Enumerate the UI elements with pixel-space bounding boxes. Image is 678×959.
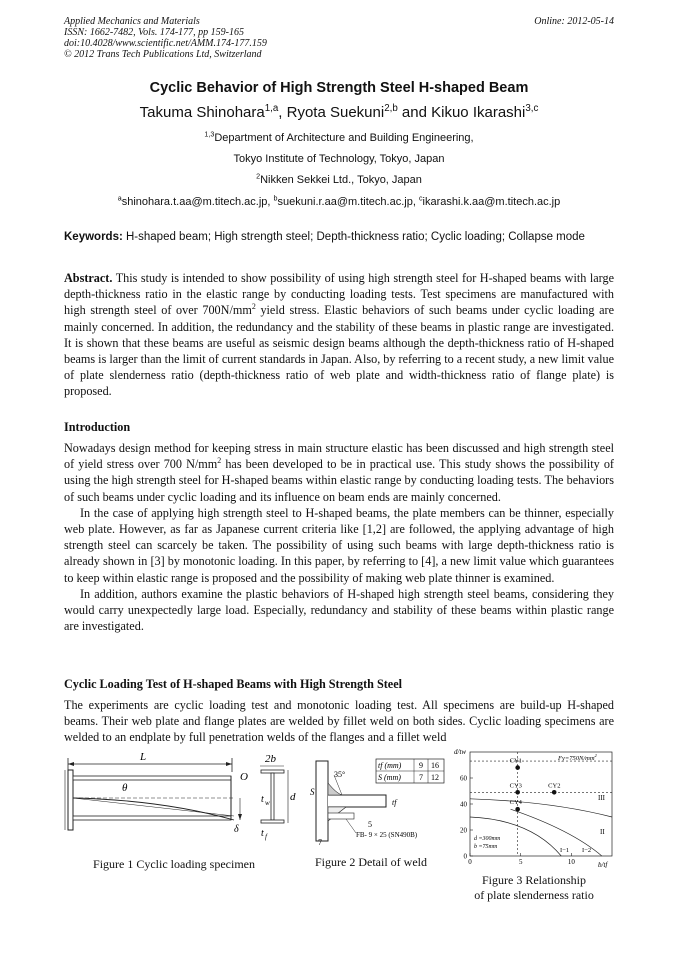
fig3-legend-fy-sup: 2 — [594, 753, 597, 758]
fig2-label-7: 7 — [318, 838, 322, 845]
affiliation-sup: 1,3 — [204, 130, 215, 139]
fig3-xtick-label: 10 — [567, 858, 575, 866]
fig1-label-tf: t — [261, 828, 264, 839]
intro-sup: 2 — [217, 456, 222, 466]
keywords-text: H-shaped beam; High strength steel; Depth-thickness ratio; Cyclic loading; Collapse mode — [126, 231, 585, 243]
fig1-label-O: O — [240, 771, 248, 783]
emails — [0, 196, 678, 208]
author-name: Ryota Suekuni — [286, 104, 385, 121]
issn: ISSN: 1662-7482, Vols. 174-177, pp 159-165 — [64, 27, 244, 38]
fig3-xtick-label: 0 — [468, 858, 472, 866]
fig2-row2-v2: 12 — [431, 773, 439, 782]
author-name: Takuma Shinohara — [139, 104, 265, 121]
abstract-sup: 2 — [251, 302, 256, 312]
affiliation-1-line2: Tokyo Institute of Technology, Tokyo, Japan — [233, 153, 445, 165]
abstract-label: Abstract. — [64, 271, 113, 285]
fig2-label-S: S — [310, 787, 315, 797]
fig3-point-label: CY4 — [509, 799, 522, 807]
section-heading-cyclic: Cyclic Loading Test of H-shaped Beams with High Strength Steel — [64, 677, 403, 691]
fig3-point-label: CY3 — [509, 782, 522, 790]
fig2-row2-label: S (mm) — [378, 773, 401, 782]
fig3-point-cy4 — [515, 807, 520, 812]
figure-3-caption-line1: Figure 3 Relationship — [482, 873, 586, 887]
fig1-label-tw: t — [261, 794, 264, 805]
email-link[interactable]: ikarashi.k.aa@m.titech.ac.jp — [422, 196, 561, 208]
fig3-ytick-label: 20 — [460, 826, 467, 835]
fig3-ytick-label: 60 — [460, 774, 467, 783]
section-heading-introduction: Introduction — [64, 420, 131, 434]
fig1-label-tw-sub: w — [265, 799, 270, 807]
figure-2-caption: Figure 2 Detail of weld — [315, 855, 427, 869]
fig3-legend-fy-text: Fy=750N/mm — [558, 755, 595, 762]
abstract-text: yield stress. Elastic behaviors of such beams under cyclic loading are mainly concerned. In addition, the redundancy and the stability of these beams in plastic range are investigated. It is shown that these beams are useful as seismic design beams although the depth-thickness ratio of H-shaped beams is larger than the limit of current standards in Japan. Also, by referring to a recent study, a new limit value of plate slenderness ratio (depth-thickness ratio of web plate and width-thickness ratio of flange plate) is proposed. — [64, 303, 614, 399]
fig2-row1-v2: 16 — [431, 761, 439, 770]
email-sup: a — [117, 194, 122, 203]
figure-3-caption — [460, 873, 608, 903]
journal-name: Applied Mechanics and Materials — [64, 16, 200, 27]
fig3-region-I-1: I−1 — [560, 847, 570, 854]
figure-1-specimen-diagram — [62, 750, 302, 850]
affiliation-1-line1 — [0, 132, 678, 144]
affiliation-2 — [0, 174, 678, 186]
fig3-point-cy1 — [515, 765, 520, 770]
intro-paragraph-1 — [64, 440, 614, 505]
fig3-legend-fy — [557, 753, 598, 762]
fig3-note-d: d =300mm — [474, 836, 501, 842]
fig2-label-5: 5 — [368, 820, 372, 829]
affiliation-text: Nikken Sekkei Ltd., Tokyo, Japan — [260, 174, 422, 186]
fig3-xtick-label: 5 — [518, 858, 523, 866]
doi: doi:10.4028/www.scientific.net/AMM.174-177.159 — [64, 38, 267, 49]
fig3-region-II: II — [600, 828, 605, 836]
fig2-label-tf: tf — [392, 798, 397, 807]
fig3-region-I-2: I−2 — [582, 847, 592, 854]
author-sep: , — [278, 104, 287, 121]
affiliation-text: Department of Architecture and Building Engineering, — [214, 132, 474, 144]
figure-3-chart — [450, 746, 620, 868]
author-name: Kikuo Ikarashi — [431, 104, 526, 121]
fig2-row1-label: tf (mm) — [378, 761, 402, 770]
author-sup: 2,b — [384, 103, 398, 114]
intro-text: has been developed to be in practical use. This study shows the possibility of using the high strength steel for H-shaped beams within elastic range by conducting loading tests. The behaviors of such beams under cyclic loading and its influence on beam ends are mainly concerned. — [64, 457, 614, 504]
paper-title: Cyclic Behavior of High Strength Steel H-shaped Beam — [149, 80, 529, 96]
copyright: © 2012 Trans Tech Publications Ltd, Switzerland — [64, 49, 262, 60]
introduction-body — [64, 440, 614, 634]
fig1-label-d: d — [290, 791, 296, 803]
intro-paragraph-3: In addition, authors examine the plastic behaviors of H-shaped high strength steel beams, considering they would carry unexpectedly large load. Especially, redundancy and stability of these beams within plastic range are investigated. — [64, 586, 614, 634]
fig2-plate-label: FB- 9 × 25 (SN490B) — [356, 831, 418, 839]
fig1-label-delta: δ — [234, 824, 239, 835]
fig1-label-L: L — [140, 751, 147, 763]
figure-2-weld-detail — [306, 755, 456, 845]
affiliation-sup: 2 — [256, 172, 261, 181]
author-sup: 3,c — [525, 103, 539, 114]
fig2-angle: 35° — [334, 770, 346, 779]
fig3-note-b: b =75mm — [474, 844, 498, 850]
cyclic-paragraph-1: The experiments are cyclic loading test and monotonic loading test. All specimens are build-up H-shaped beams. Their web plate and flange plates are welded by fillet weld on both sides. Cyclic loading specimens are welded to an endplate by full penetration welds of the flanges and a fillet weld — [64, 698, 614, 745]
keywords-label: Keywords: — [64, 231, 123, 243]
email-sup: c — [418, 194, 423, 203]
keywords — [64, 230, 614, 245]
email-link[interactable]: suekuni.r.aa@m.titech.ac.jp, — [277, 196, 416, 208]
fig3-point-label: CY2 — [548, 782, 561, 790]
email-sup: b — [273, 194, 278, 203]
abstract — [64, 270, 614, 400]
journal-header — [64, 16, 267, 60]
fig3-point-cy3 — [515, 790, 520, 795]
fig2-row2-v1: 7 — [419, 773, 423, 782]
fig3-point-cy2 — [552, 790, 557, 795]
fig2-row1-v1: 9 — [419, 761, 423, 770]
figure-3-caption-line2: of plate slenderness ratio — [474, 888, 594, 902]
fig1-label-theta: θ — [122, 782, 128, 794]
fig3-region-III: III — [598, 794, 605, 802]
author-sep: and — [397, 104, 432, 121]
fig3-ylabel: d/tw — [454, 748, 467, 756]
figure-1-caption: Figure 1 Cyclic loading specimen — [93, 857, 255, 871]
abstract-text: This study is intended to show possibility of using high strength steel for H-shaped beams with large depth-thickness ratio in the elastic range by conducting loading tests. Test specimens are manufactured with high strength steel of over 700N/mm — [64, 271, 615, 318]
fig1-label-2b: 2b — [265, 753, 276, 765]
online-date: Online: 2012-05-14 — [534, 16, 614, 27]
email-link[interactable]: shinohara.t.aa@m.titech.ac.jp, — [121, 196, 271, 208]
intro-paragraph-2: In the case of applying high strength steel to H-shaped beams, the plate members can be thinner, especially web plate. However, as far as Japanese current criteria like [1,2] are followed, the applying advantage of high strength steel can scarcely be taken. The possibility of using such beams with large depth-thickness ratio is already shown in [3] by monotonic loading. In this paper, by referring to [4], a new limit value which guarantees to keep within elastic range is proposed and the possibility of making web plate thinner is examined. — [64, 505, 614, 585]
intro-text: Nowadays design method for keeping stress in main structure elastic has been discussed and high strength steel of yield stress over 700 N/mm — [64, 441, 614, 472]
fig3-limit-curve — [470, 799, 612, 817]
cyclic-body — [64, 697, 614, 746]
fig3-point-label: CY1 — [509, 757, 522, 765]
fig3-ytick-label: 40 — [460, 800, 467, 809]
author-sup: 1,a — [264, 103, 279, 114]
authors — [0, 104, 678, 121]
fig3-xlabel: b/tf — [598, 861, 608, 868]
fig3-ytick-label: 0 — [463, 852, 467, 861]
fig1-label-tf-sub: f — [265, 833, 267, 841]
